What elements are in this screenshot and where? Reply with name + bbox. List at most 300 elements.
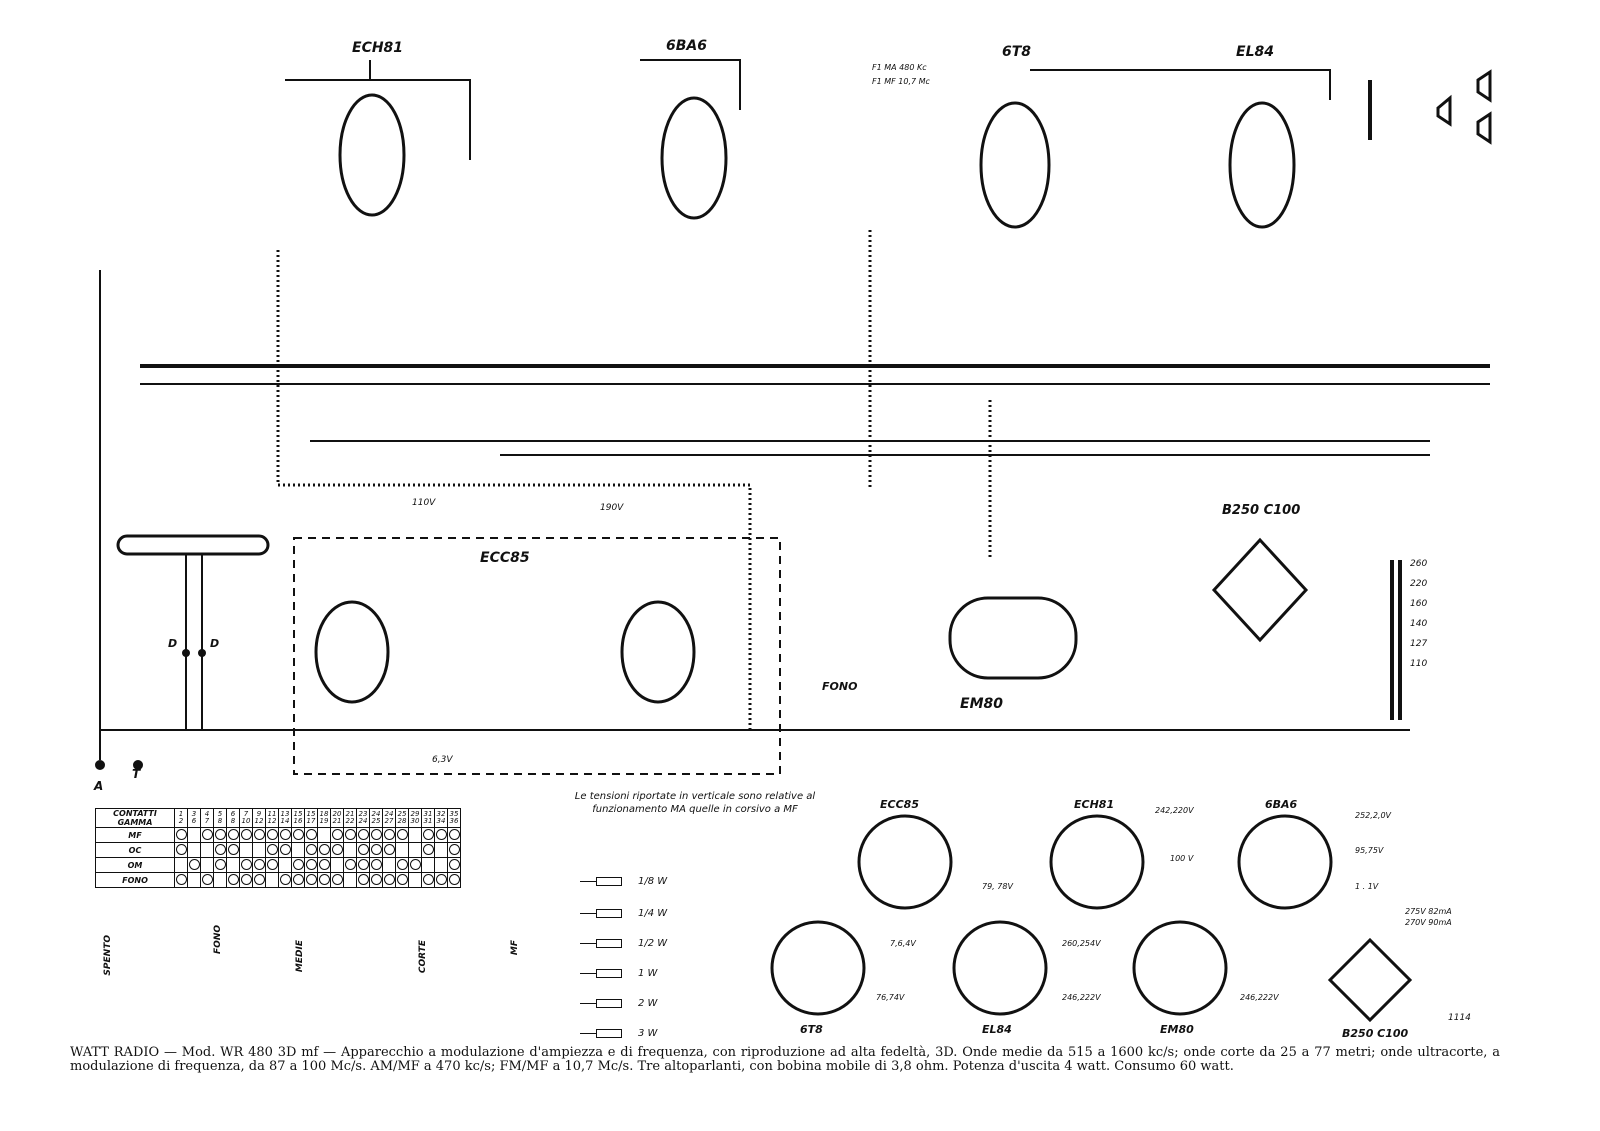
contacts-row-label: MF (96, 828, 175, 843)
contact-bottom-number: 14 (280, 817, 290, 825)
resistor-legend-item (580, 968, 700, 979)
contacts-header-row (96, 809, 461, 828)
contact-cell (201, 873, 214, 888)
contact-closed-mark (319, 859, 330, 870)
contact-closed-mark (449, 859, 460, 870)
contact-closed-mark (423, 829, 434, 840)
contact-closed-mark (436, 874, 447, 885)
contact-closed-mark (176, 844, 187, 855)
label-ecc85: ECC85 (480, 550, 530, 566)
contact-number-cell (422, 809, 435, 828)
contact-number-cell (409, 809, 422, 828)
contact-cell (370, 843, 383, 858)
sheet-number: 1114 (1448, 1013, 1471, 1023)
contact-cell (357, 858, 370, 873)
contact-number-cell (383, 809, 396, 828)
contact-number-cell (214, 809, 227, 828)
contact-closed-mark (332, 874, 343, 885)
contact-top-number: 21 (345, 810, 355, 818)
contact-cell (240, 858, 253, 873)
contact-cell (175, 843, 188, 858)
contact-cell (344, 828, 357, 843)
contact-closed-mark (358, 844, 369, 855)
contact-bottom-number: 36 (449, 817, 459, 825)
voltage-el84-c: 246,222V (1062, 993, 1101, 1002)
contact-closed-mark (306, 829, 317, 840)
contact-closed-mark (293, 859, 304, 870)
contact-cell (305, 828, 318, 843)
contact-closed-mark (228, 829, 239, 840)
contact-cell (409, 843, 422, 858)
contact-top-number: 11 (267, 810, 277, 818)
contact-top-number: 15 (306, 810, 316, 818)
voltage-em80-a: 246,222V (1240, 993, 1279, 1002)
contact-number-cell (331, 809, 344, 828)
contact-cell (266, 828, 279, 843)
contact-cell (318, 873, 331, 888)
contact-cell (318, 843, 331, 858)
contact-closed-mark (371, 874, 382, 885)
contact-closed-mark (241, 859, 252, 870)
contact-closed-mark (371, 844, 382, 855)
contact-cell (253, 843, 266, 858)
contact-cell (292, 843, 305, 858)
contact-closed-mark (189, 859, 200, 870)
voltage-6t8-a: 76,74V (876, 993, 905, 1002)
contact-number-cell (253, 809, 266, 828)
contact-cell (279, 828, 292, 843)
voltage-note: Le tensioni riportate in verticale sono relative al funzionamento MA quelle in corsivo a MF (574, 791, 816, 815)
mains-tap-label: 220 (1410, 579, 1428, 589)
resistor-symbol (596, 877, 622, 886)
contact-bottom-number: 34 (436, 817, 446, 825)
contact-top-number: 3 (191, 810, 197, 818)
resistor-legend-item (580, 998, 700, 1009)
contact-cell (266, 858, 279, 873)
contact-bottom-number: 24 (358, 817, 368, 825)
antenna-terminal (95, 760, 105, 770)
contact-cell (292, 828, 305, 843)
contact-cell (422, 843, 435, 858)
contact-cell (383, 843, 396, 858)
contact-top-number: 4 (204, 810, 210, 818)
resistor-legend-label: 2 W (638, 998, 658, 1009)
mains-tap-label: 260 (1410, 559, 1428, 569)
contact-cell (435, 858, 448, 873)
tube-el84 (1230, 103, 1294, 227)
contact-closed-mark (449, 844, 460, 855)
voltage-el84-a: 7,6,4V (890, 939, 916, 948)
contact-bottom-number: 2 (178, 817, 184, 825)
speaker-1 (1478, 72, 1490, 100)
dipole-antenna (118, 536, 268, 554)
contact-cell (331, 858, 344, 873)
resistor-legend-label: 1/2 W (638, 938, 668, 949)
contact-cell (266, 873, 279, 888)
contact-closed-mark (215, 844, 226, 855)
contact-cell (240, 828, 253, 843)
switch-position-fono: FONO (213, 925, 223, 954)
resistor-symbol (596, 909, 622, 918)
socket-voltage-labels (876, 806, 1452, 1002)
tube-ecc85-left (316, 602, 388, 702)
contact-closed-mark (423, 844, 434, 855)
contact-top-number: 32 (436, 810, 446, 818)
contact-cell (448, 858, 461, 873)
socket-bridge (1330, 940, 1410, 1020)
top-wire-6ba6 (640, 60, 740, 110)
contact-closed-mark (280, 829, 291, 840)
resistor-symbol (596, 1029, 622, 1038)
contact-cell (279, 843, 292, 858)
contact-cell (253, 873, 266, 888)
contact-cell (318, 858, 331, 873)
resistor-legend-label: 3 W (638, 1028, 658, 1039)
contact-cell (422, 828, 435, 843)
socket-6ba6 (1239, 816, 1331, 908)
contact-cell (396, 843, 409, 858)
resistor-symbol (596, 969, 622, 978)
resistor-legend-item (580, 876, 700, 887)
contact-cell (253, 828, 266, 843)
contact-cell (188, 873, 201, 888)
contact-closed-mark (254, 859, 265, 870)
contact-top-number: 24 (371, 810, 381, 818)
contact-cell (318, 828, 331, 843)
voltage-ech81-a: 242,220V (1155, 806, 1194, 815)
socket-label-em80: EM80 (1160, 1023, 1194, 1036)
resistor-symbol (596, 999, 622, 1008)
contact-cell (383, 828, 396, 843)
contact-closed-mark (215, 829, 226, 840)
switch-position-corte: CORTE (418, 940, 428, 974)
contact-bottom-number: 10 (241, 817, 251, 825)
contact-bottom-number: 21 (332, 817, 342, 825)
contact-closed-mark (423, 874, 434, 885)
top-wire-ech81 (285, 60, 470, 160)
contact-closed-mark (332, 844, 343, 855)
contact-cell (175, 828, 188, 843)
contact-cell (357, 843, 370, 858)
contact-closed-mark (241, 829, 252, 840)
contact-closed-mark (202, 829, 213, 840)
voltage-6ba6-b: 95,75V (1355, 846, 1384, 855)
contact-cell (370, 873, 383, 888)
contact-cell (266, 843, 279, 858)
contact-bottom-number: 12 (267, 817, 277, 825)
contacts-row-label: FONO (96, 873, 175, 888)
contacts-header-label: CONTATTI (113, 809, 157, 818)
contact-cell (175, 858, 188, 873)
contact-cell (435, 873, 448, 888)
contact-bottom-number: 30 (410, 817, 420, 825)
contact-cell (227, 858, 240, 873)
contact-cell (201, 828, 214, 843)
contact-cell (357, 828, 370, 843)
contact-top-number: 24 (384, 810, 394, 818)
contacts-row-label: OC (96, 843, 175, 858)
contact-cell (396, 828, 409, 843)
contact-closed-mark (280, 874, 291, 885)
contact-closed-mark (215, 859, 226, 870)
contact-cell (305, 843, 318, 858)
voltage-6ba6-c: 1 . 1V (1355, 882, 1379, 891)
rectifier-bridge (1214, 540, 1306, 640)
contact-bottom-number: 22 (345, 817, 355, 825)
contact-bottom-number: 8 (230, 817, 236, 825)
contact-cell (331, 873, 344, 888)
contact-cell (201, 843, 214, 858)
contact-closed-mark (319, 874, 330, 885)
contact-closed-mark (358, 874, 369, 885)
contact-top-number: 20 (332, 810, 342, 818)
mains-tap-label: 127 (1410, 639, 1428, 649)
speaker-2 (1438, 98, 1450, 124)
contacts-row (96, 843, 461, 858)
contact-number-cell (292, 809, 305, 828)
caption-text: WATT RADIO — Mod. WR 480 3D mf — Apparecchio a modulazione d'ampiezza e di frequenza, con riproduzione ad alta fedeltà, 3D. Onde medie da 515 a 1600 kc/s; onde corte da 25 a 77 metri; onde ultracorte, a modulazione di frequenza, da 87 a 100 Mc/s. AM/MF a 470 kc/s; FM/MF a 10,7 Mc/s. Tre altoparlanti, con bobina mobile di 3,8 ohm. Potenza d'uscita 4 watt. Consumo 60 watt. (70, 1045, 1500, 1074)
contact-top-number: 18 (319, 810, 329, 818)
contact-bottom-number: 25 (371, 817, 381, 825)
contact-closed-mark (371, 859, 382, 870)
switch-position-medie: MEDIE (295, 940, 305, 973)
contact-cell (201, 858, 214, 873)
contact-closed-mark (332, 829, 343, 840)
contact-closed-mark (397, 859, 408, 870)
label-earth-t: T (132, 767, 141, 781)
label-190v: 190V (600, 503, 624, 513)
top-wire-6t8 (1030, 70, 1330, 100)
socket-label-ech81: ECH81 (1074, 798, 1115, 811)
contact-cell (279, 858, 292, 873)
contact-closed-mark (267, 859, 278, 870)
resistor-legend-label: 1 W (638, 968, 658, 979)
contact-closed-mark (254, 874, 265, 885)
contact-closed-mark (345, 859, 356, 870)
label-em80: EM80 (960, 696, 1003, 712)
socket-6t8 (772, 922, 864, 1014)
contact-cell (422, 858, 435, 873)
contact-cell (331, 843, 344, 858)
resistor-legend-item (580, 908, 700, 919)
contacts-row (96, 858, 461, 873)
contact-closed-mark (280, 844, 291, 855)
contact-bottom-number: 31 (423, 817, 433, 825)
mains-tap-label: 110 (1410, 659, 1428, 669)
contact-cell (448, 873, 461, 888)
contact-cell (409, 873, 422, 888)
contact-number-cell (435, 809, 448, 828)
label-110v: 110V (412, 498, 436, 508)
contacts-row (96, 873, 461, 888)
contact-number-cell (396, 809, 409, 828)
contact-cell (175, 873, 188, 888)
contact-closed-mark (410, 859, 421, 870)
label-6ba6: 6BA6 (666, 38, 707, 54)
contact-cell (214, 828, 227, 843)
resistor-legend-item (580, 938, 700, 949)
tube-ech81 (340, 95, 404, 215)
dipole-terminal-left (182, 649, 190, 657)
contact-closed-mark (202, 874, 213, 885)
resistor-legend-label: 1/4 W (638, 908, 668, 919)
contact-bottom-number: 6 (191, 817, 197, 825)
contact-top-number: 35 (449, 810, 459, 818)
socket-em80 (1134, 922, 1226, 1014)
contact-closed-mark (228, 844, 239, 855)
contact-cell (448, 828, 461, 843)
contact-cell (435, 843, 448, 858)
contact-closed-mark (241, 874, 252, 885)
contact-cell (383, 873, 396, 888)
label-heater-voltage: 6,3V (432, 755, 453, 765)
contact-closed-mark (436, 829, 447, 840)
contact-cell (357, 873, 370, 888)
contact-cell (292, 873, 305, 888)
resistor-legend-item (580, 1028, 700, 1039)
label-ech81: ECH81 (352, 40, 404, 56)
label-rectifier: B250 C100 (1222, 503, 1301, 518)
contact-closed-mark (267, 844, 278, 855)
tube-6ba6 (662, 98, 726, 218)
contact-cell (396, 873, 409, 888)
contact-number-cell (344, 809, 357, 828)
contact-number-cell (240, 809, 253, 828)
contact-cell (435, 828, 448, 843)
contact-closed-mark (176, 874, 187, 885)
contact-bottom-number: 27 (384, 817, 394, 825)
label-if-fm: F1 MF 10,7 Mc (872, 77, 930, 86)
contact-closed-mark (228, 874, 239, 885)
switch-position-mf: MF (510, 940, 520, 956)
contact-top-number: 31 (423, 810, 433, 818)
socket-ech81 (1051, 816, 1143, 908)
figure-caption (70, 1046, 1500, 1074)
contact-cell (214, 873, 227, 888)
voltage-6ba6-a: 252,2,0V (1355, 811, 1392, 820)
contact-top-number: 23 (358, 810, 368, 818)
voltage-ech81-b: 100 V (1170, 854, 1194, 863)
contact-top-number: 9 (256, 810, 262, 818)
contact-cell (214, 858, 227, 873)
contact-cell (344, 873, 357, 888)
contact-number-cell (305, 809, 318, 828)
contact-cell (331, 828, 344, 843)
resistor-symbol (596, 939, 622, 948)
contact-closed-mark (358, 859, 369, 870)
contact-bottom-number: 7 (204, 817, 210, 825)
label-antenna-a: A (94, 779, 104, 793)
contact-number-cell (279, 809, 292, 828)
socket-label-6ba6: 6BA6 (1265, 798, 1298, 811)
contact-cell (214, 843, 227, 858)
contact-bottom-number: 17 (306, 817, 316, 825)
contact-closed-mark (449, 829, 460, 840)
contact-closed-mark (358, 829, 369, 840)
contact-top-number: 29 (410, 810, 420, 818)
contact-cell (240, 873, 253, 888)
speaker-3 (1478, 114, 1490, 142)
label-if-am: F1 MA 480 Kc (872, 63, 927, 72)
contact-cell (292, 858, 305, 873)
contact-cell (188, 828, 201, 843)
contact-bottom-number: 8 (217, 817, 223, 825)
switch-contacts-table (95, 808, 461, 888)
shielded-line (278, 250, 750, 730)
contact-bottom-number: 12 (254, 817, 264, 825)
contact-bottom-number: 16 (293, 817, 303, 825)
contact-closed-mark (397, 874, 408, 885)
socket-label-ecc85: ECC85 (880, 798, 919, 811)
contact-closed-mark (293, 829, 304, 840)
contact-number-cell (266, 809, 279, 828)
contact-cell (344, 843, 357, 858)
contact-closed-mark (306, 874, 317, 885)
mains-tap-label: 160 (1410, 599, 1428, 609)
contact-closed-mark (345, 829, 356, 840)
socket-label-el84: EL84 (982, 1023, 1012, 1036)
contact-cell (396, 858, 409, 873)
contact-top-number: 1 (178, 810, 184, 818)
contact-cell (370, 858, 383, 873)
socket-el84 (954, 922, 1046, 1014)
resistor-legend-label: 1/8 W (638, 876, 668, 887)
contacts-row (96, 828, 461, 843)
contact-cell (344, 858, 357, 873)
contact-cell (227, 828, 240, 843)
contact-number-cell (448, 809, 461, 828)
contact-number-cell (188, 809, 201, 828)
contact-top-number: 25 (397, 810, 407, 818)
contact-number-cell (318, 809, 331, 828)
contact-top-number: 13 (280, 810, 290, 818)
contact-cell (188, 858, 201, 873)
contact-number-cell (175, 809, 188, 828)
ecc85-tuner-box (294, 538, 780, 774)
contact-closed-mark (254, 829, 265, 840)
voltage-el84-b: 260,254V (1062, 939, 1101, 948)
contact-cell (240, 843, 253, 858)
contact-cell (227, 843, 240, 858)
mains-tap-label: 140 (1410, 619, 1428, 629)
contact-cell (409, 828, 422, 843)
contact-closed-mark (384, 829, 395, 840)
contact-number-cell (357, 809, 370, 828)
tube-em80 (950, 598, 1076, 678)
contact-closed-mark (306, 859, 317, 870)
contact-closed-mark (319, 844, 330, 855)
socket-label-rectifier: B250 C100 (1342, 1027, 1409, 1040)
contacts-header-cell (96, 809, 175, 828)
voltage-bridge-b: 270V 90mA (1405, 918, 1452, 927)
contact-closed-mark (384, 844, 395, 855)
contact-cell (305, 873, 318, 888)
contact-closed-mark (384, 874, 395, 885)
contact-cell (188, 843, 201, 858)
socket-ecc85 (859, 816, 951, 908)
contact-cell (370, 828, 383, 843)
contact-top-number: 15 (293, 810, 303, 818)
contact-number-cell (227, 809, 240, 828)
contact-bottom-number: 19 (319, 817, 329, 825)
contact-closed-mark (306, 844, 317, 855)
contact-top-number: 7 (243, 810, 249, 818)
contact-bottom-number: 28 (397, 817, 407, 825)
contact-cell (305, 858, 318, 873)
contact-closed-mark (449, 874, 460, 885)
contact-number-cell (370, 809, 383, 828)
contact-cell (227, 873, 240, 888)
